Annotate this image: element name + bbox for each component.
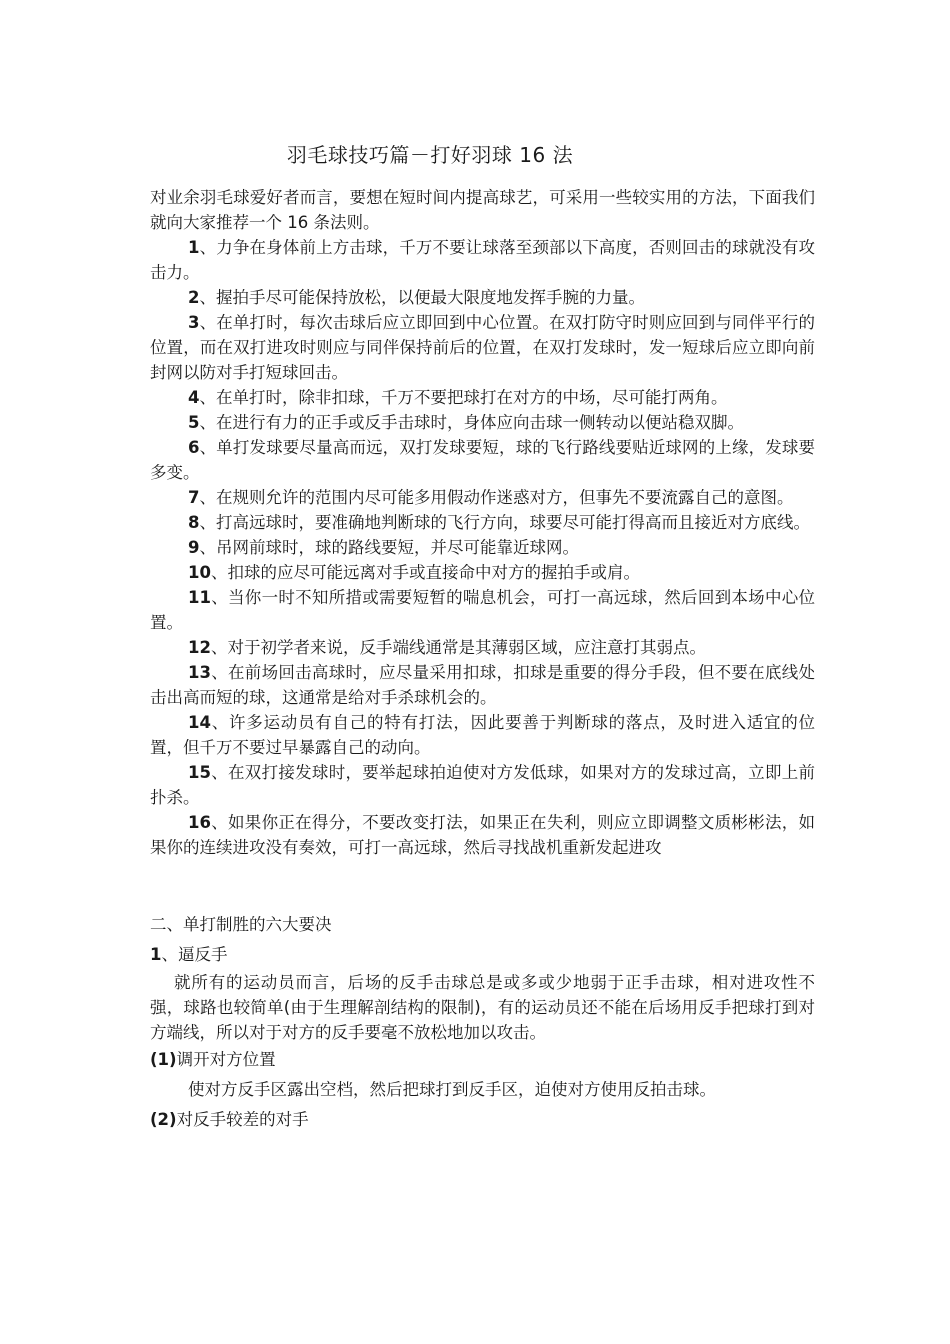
tip-text: 、许多运动员有自己的特有打法，因此要善于判断球的落点，及时进入适宜的位置，但千万不要过早暴露自己的动向。 <box>150 713 815 757</box>
tip-text: 、握拍手尽可能保持放松，以便最大限度地发挥手腕的力量。 <box>199 288 645 307</box>
tip-text: 、在前场回击高球时，应尽量采用扣球，扣球是重要的得分手段，但不要在底线处击出高而短的球，这通常是给对手杀球机会的。 <box>150 663 815 707</box>
tip-item <box>150 310 815 385</box>
document-title: 羽毛球技巧篇－打好羽球 16 法 <box>286 143 574 167</box>
tip-number: 1 <box>188 238 200 257</box>
tip-item <box>150 510 815 535</box>
tip-text: 、扣球的应尽可能远离对手或直接命中对方的握拍手或肩。 <box>210 563 640 582</box>
tip-text: 、单打发球要尽量高而远，双打发球要短，球的飞行路线要贴近球网的上缘，发球要多变。 <box>150 438 815 482</box>
sub-item-heading <box>150 1105 815 1135</box>
tip-item <box>150 585 815 635</box>
tip-text: 、在双打接发球时，要举起球拍迫使对方发低球，如果对方的发球过高，立即上前扑杀。 <box>150 763 815 807</box>
sub-item-heading <box>150 1045 815 1075</box>
intro-paragraph: 对业余羽毛球爱好者而言，要想在短时间内提高球艺，可采用一些较实用的方法，下面我们就向大家推荐一个 16 条法则。 <box>150 188 815 232</box>
tip-item <box>150 485 815 510</box>
tip-text: 、在进行有力的正手或反手击球时，身体应向击球一侧转动以便站稳双脚。 <box>199 413 744 432</box>
tip-text: 、力争在身体前上方击球，千万不要让球落至颈部以下高度，否则回击的球就没有攻击力。 <box>150 238 815 282</box>
tip-number: 2 <box>188 288 200 307</box>
tip-item <box>150 760 815 810</box>
tip-text: 、在单打时，每次击球后应立即回到中心位置。在双打防守时则应回到与同伴平行的位置，而在双打进攻时则应与同伴保持前后的位置，在双打发球时，发一短球后应立即向前封网以防对手打短球回击。 <box>150 313 815 382</box>
tip-item <box>150 535 815 560</box>
tip-item <box>150 285 815 310</box>
document-body <box>150 185 815 1135</box>
tip-number: 8 <box>188 513 200 532</box>
tip-number: 3 <box>188 313 200 332</box>
tip-item <box>150 235 815 285</box>
tip-number: 7 <box>188 488 200 507</box>
sub-item-number: (1) <box>150 1050 177 1069</box>
tip-number: 13 <box>188 663 211 682</box>
tip-item <box>150 710 815 760</box>
tip-number: 16 <box>188 813 211 832</box>
tip-number: 11 <box>188 588 211 607</box>
tip-text: 、吊网前球时，球的路线要短，并尽可能靠近球网。 <box>199 538 579 557</box>
subsection-title: 、逼反手 <box>161 945 228 964</box>
tip-number: 12 <box>188 638 211 657</box>
tip-item <box>150 810 815 860</box>
tip-item <box>150 635 815 660</box>
tip-item <box>150 410 815 435</box>
tip-text: 、打高远球时，要准确地判断球的飞行方向，球要尽可能打得高而且接近对方底线。 <box>199 513 810 532</box>
tip-text: 、对于初学者来说，反手端线通常是其薄弱区域，应注意打其弱点。 <box>210 638 706 657</box>
spacer <box>150 860 815 910</box>
tip-text: 、当你一时不知所措或需要短暂的喘息机会，可打一高远球，然后回到本场中心位置。 <box>150 588 815 632</box>
sub-item-title: 调开对方位置 <box>176 1050 276 1069</box>
tip-number: 10 <box>188 563 211 582</box>
tip-number: 4 <box>188 388 200 407</box>
tip-text: 、在单打时，除非扣球，千万不要把球打在对方的中场，尽可能打两角。 <box>199 388 728 407</box>
tip-number: 15 <box>188 763 211 782</box>
sub-item-paragraph: 使对方反手区露出空档，然后把球打到反手区，迫使对方使用反拍击球。 <box>188 1080 716 1099</box>
section-paragraph: 就所有的运动员而言，后场的反手击球总是或多或少地弱于正手击球，相对进攻性不强，球路也较简单(由于生理解剖结构的限制)，有的运动员还不能在后场用反手把球打到对方端线，所以对于对方的反手要毫不放松地加以攻击。 <box>150 973 815 1042</box>
tip-item <box>150 385 815 410</box>
tip-number: 14 <box>188 713 211 732</box>
section-heading: 二、单打制胜的六大要决 <box>150 915 332 934</box>
sub-item-title: 对反手较差的对手 <box>176 1110 309 1129</box>
tip-text: 、如果你正在得分，不要改变打法，如果正在失利，则应立即调整文质彬彬法，如果你的连续进攻没有奏效，可打一高远球，然后寻找战机重新发起进攻 <box>150 813 815 857</box>
subsection-heading <box>150 940 815 970</box>
tip-number: 6 <box>188 438 200 457</box>
tip-item <box>150 560 815 585</box>
tip-text: 、在规则允许的范围内尽可能多用假动作迷惑对方，但事先不要流露自己的意图。 <box>199 488 794 507</box>
tip-number: 9 <box>188 538 200 557</box>
sub-item-number: (2) <box>150 1110 177 1129</box>
tip-number: 5 <box>188 413 200 432</box>
tip-item <box>150 435 815 485</box>
tip-item <box>150 660 815 710</box>
subsection-number: 1 <box>150 945 162 964</box>
